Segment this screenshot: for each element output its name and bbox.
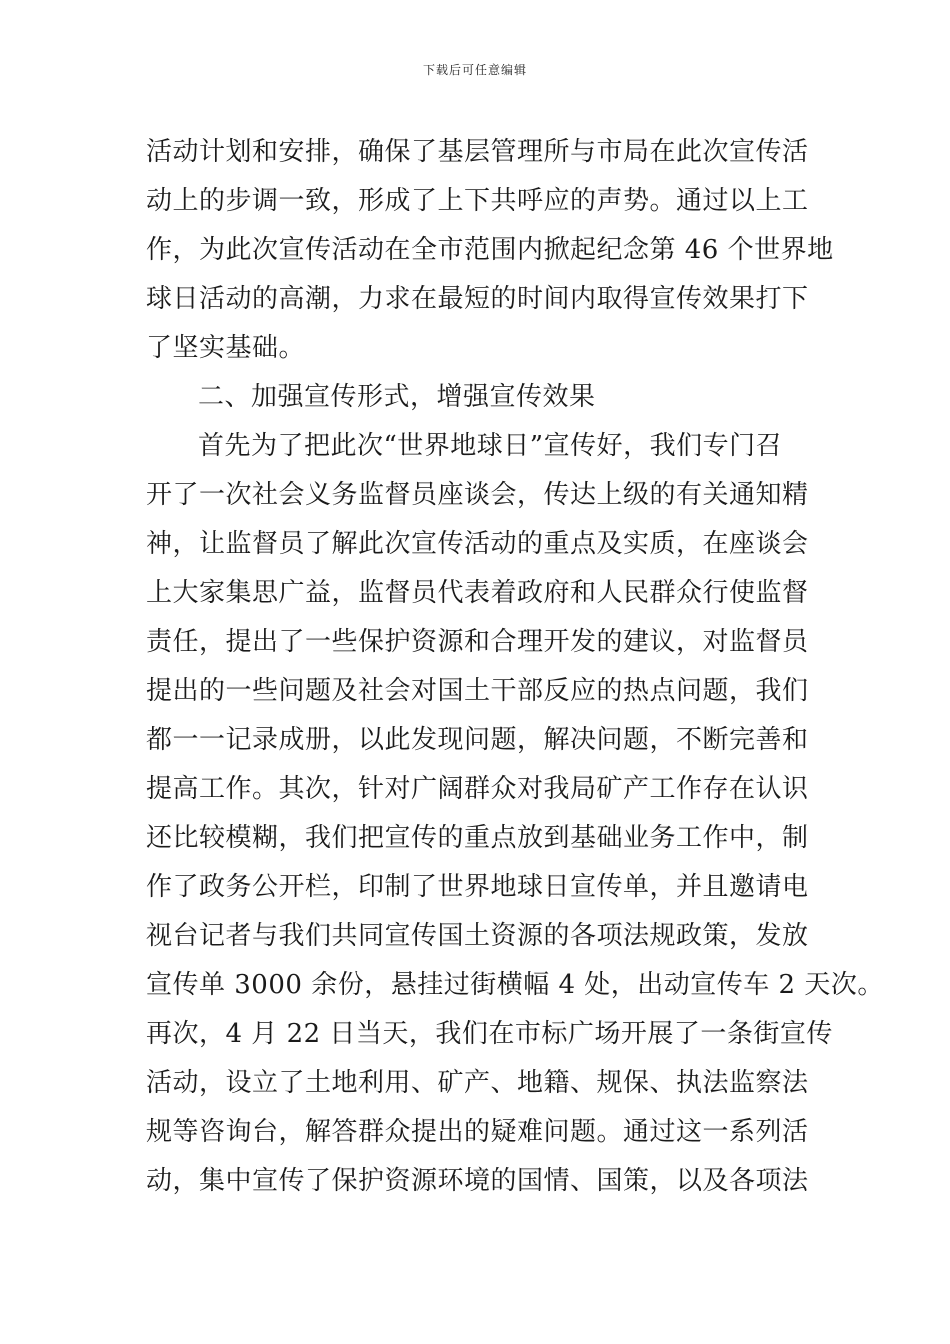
text-line-14: 提高工作。其次，针对广阔群众对我局矿产工作存在认识 bbox=[146, 774, 809, 804]
section-heading: 二、加强宣传形式，增强宣传效果 bbox=[198, 382, 596, 412]
text-line-9: 神，让监督员了解此次宣传活动的重点及实质，在座谈会 bbox=[146, 529, 809, 559]
text-line-20: 活动，设立了土地利用、矿产、地籍、规保、执法监察法 bbox=[146, 1068, 809, 1098]
text-line-8: 开了一次社会义务监督员座谈会，传达上级的有关通知精 bbox=[146, 480, 809, 510]
paragraph-start: 首先为了把此次“世界地球日”宣传好，我们专门召 bbox=[198, 431, 783, 461]
text-line-11: 责任，提出了一些保护资源和合理开发的建议，对监督员 bbox=[146, 627, 809, 657]
text-line-3: 作，为此次宣传活动在全市范围内掀起纪念第 46 个世界地 bbox=[146, 235, 834, 265]
text-line-17: 视台记者与我们共同宣传国土资源的各项法规政策，发放 bbox=[146, 921, 809, 951]
text-line-2: 动上的步调一致，形成了上下共呼应的声势。通过以上工 bbox=[146, 186, 809, 216]
document-body bbox=[146, 128, 884, 1206]
text-line-5: 了坚实基础。 bbox=[146, 333, 306, 363]
text-line-18: 宣传单 3000 余份，悬挂过街横幅 4 处，出动宣传车 2 天次。 bbox=[146, 970, 884, 1000]
text-line-4: 球日活动的高潮，力求在最短的时间内取得宣传效果打下 bbox=[146, 284, 809, 314]
text-line-13: 都一一记录成册，以此发现问题，解决问题，不断完善和 bbox=[146, 725, 809, 755]
text-line-15: 还比较模糊，我们把宣传的重点放到基础业务工作中，制 bbox=[146, 823, 809, 853]
text-line-12: 提出的一些问题及社会对国土干部反应的热点问题，我们 bbox=[146, 676, 809, 706]
text-line-22: 动，集中宣传了保护资源环境的国情、国策，以及各项法 bbox=[146, 1166, 809, 1196]
text-line-21: 规等咨询台，解答群众提出的疑难问题。通过这一系列活 bbox=[146, 1117, 809, 1147]
text-line-16: 作了政务公开栏，印制了世界地球日宣传单，并且邀请电 bbox=[146, 872, 809, 902]
page-header: 下载后可任意编辑 bbox=[422, 63, 527, 77]
text-line-1: 活动计划和安排，确保了基层管理所与市局在此次宣传活 bbox=[146, 137, 809, 167]
text-line-19: 再次，4 月 22 日当天，我们在市标广场开展了一条街宣传 bbox=[146, 1019, 833, 1049]
text-line-10: 上大家集思广益，监督员代表着政府和人民群众行使监督 bbox=[146, 578, 809, 608]
